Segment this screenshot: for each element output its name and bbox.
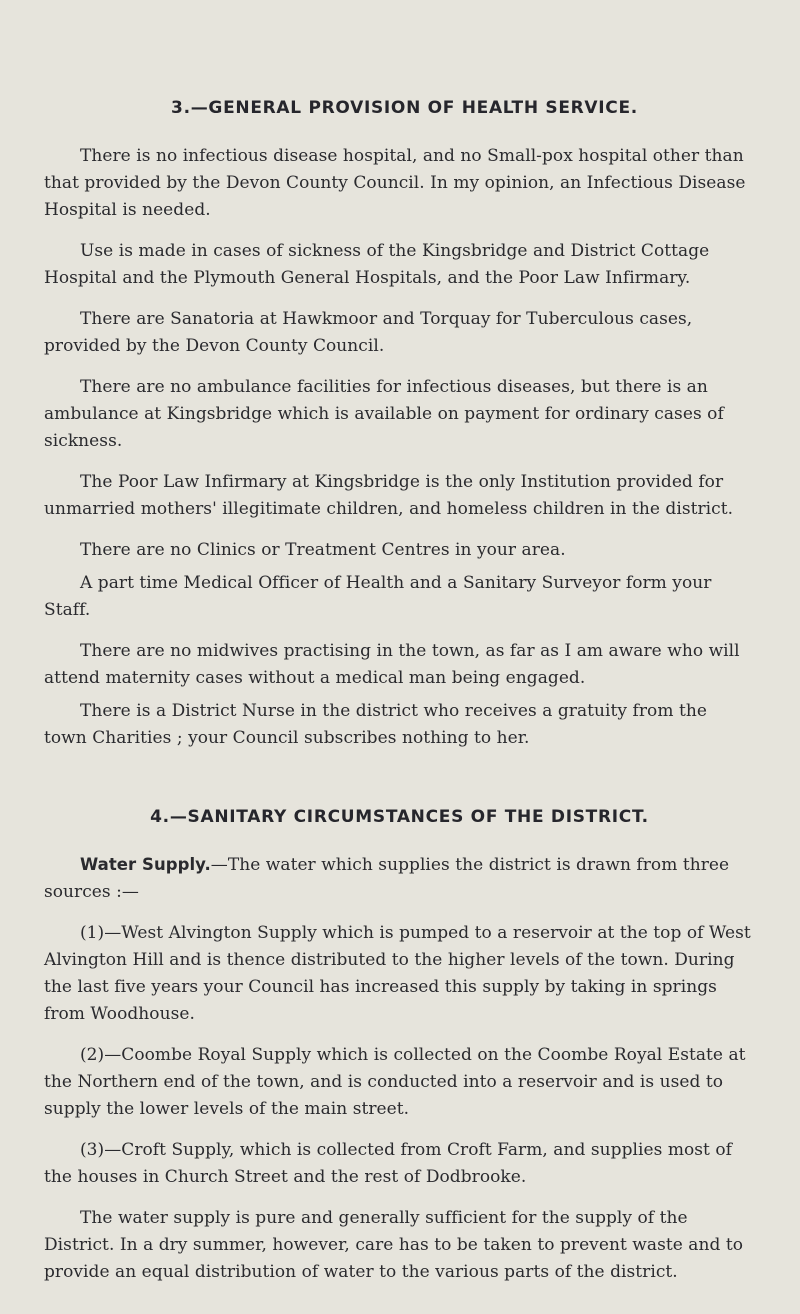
section-4-heading: 4.—SANITARY CIRCUMSTANCES OF THE DISTRICT. — [150, 807, 649, 827]
paragraph-water-quality: The water supply is pure and generally sufficient for the supply of the District. In a dry summer, however, care has to be taken to prevent waste and to provide an equal distribution of water to the various parts of the district. — [44, 1208, 744, 1282]
paragraph-infectious-hospital: There is no infectious disease hospital, and no Small-pox hospital other than that provided by the Devon County Council. In my opinion, an Infectious Disease Hospital is needed. — [44, 146, 746, 220]
paragraph-source-coombe-royal: (2)—Coombe Royal Supply which is collected on the Coombe Royal Estate at the Northern end of the town, and is conducted into a reservoir and is used to supply the lower levels of the main street. — [44, 1045, 746, 1119]
paragraph-ambulance: There are no ambulance facilities for infectious diseases, but there is an ambulance at Kingsbridge which is available on payment for ordinary cases of sickness. — [44, 377, 724, 451]
water-supply-intro: —The water which supplies the district is drawn from three sources :— — [44, 855, 730, 902]
paragraph-district-nurse: There is a District Nurse in the district who receives a gratuity from the town Charities ; your Council subscribes nothing to her. — [44, 701, 707, 748]
paragraph-source-croft: (3)—Croft Supply, which is collected from Croft Farm, and supplies most of the houses in Church Street and the rest of Dodbrooke. — [44, 1140, 733, 1187]
paragraph-hospitals-used: Use is made in cases of sickness of the Kingsbridge and District Cottage Hospital and the Plymouth General Hospitals, and the Poor Law Infirmary. — [44, 241, 710, 288]
paragraph-source-west-alvington: (1)—West Alvington Supply which is pumped to a reservoir at the top of West Alvington Hill and is thence distributed to the higher levels of the town. During the last five years your Council has increased this supply by taking in springs from Woodhouse. — [44, 923, 751, 1024]
section-3-heading: 3.—GENERAL PROVISION OF HEALTH SERVICE. — [171, 98, 638, 118]
paragraph-sanatoria: There are Sanatoria at Hawkmoor and Torquay for Tuberculous cases, provided by the Devon County Council. — [44, 309, 693, 356]
paragraph-clinics: There are no Clinics or Treatment Centres in your area. — [80, 540, 566, 560]
water-supply-lead: Water Supply. — [80, 855, 211, 874]
paragraph-poor-law-infirmary: The Poor Law Infirmary at Kingsbridge is the only Institution provided for unmarried mothers' illegitimate children, and homeless children in the district. — [44, 472, 734, 519]
paragraph-water-supply — [44, 851, 755, 906]
paragraph-midwives: There are no midwives practising in the town, as far as I am aware who will attend maternity cases without a medical man being engaged. — [44, 641, 740, 688]
paragraph-staff: A part time Medical Officer of Health and a Sanitary Surveyor form your Staff. — [44, 573, 712, 620]
